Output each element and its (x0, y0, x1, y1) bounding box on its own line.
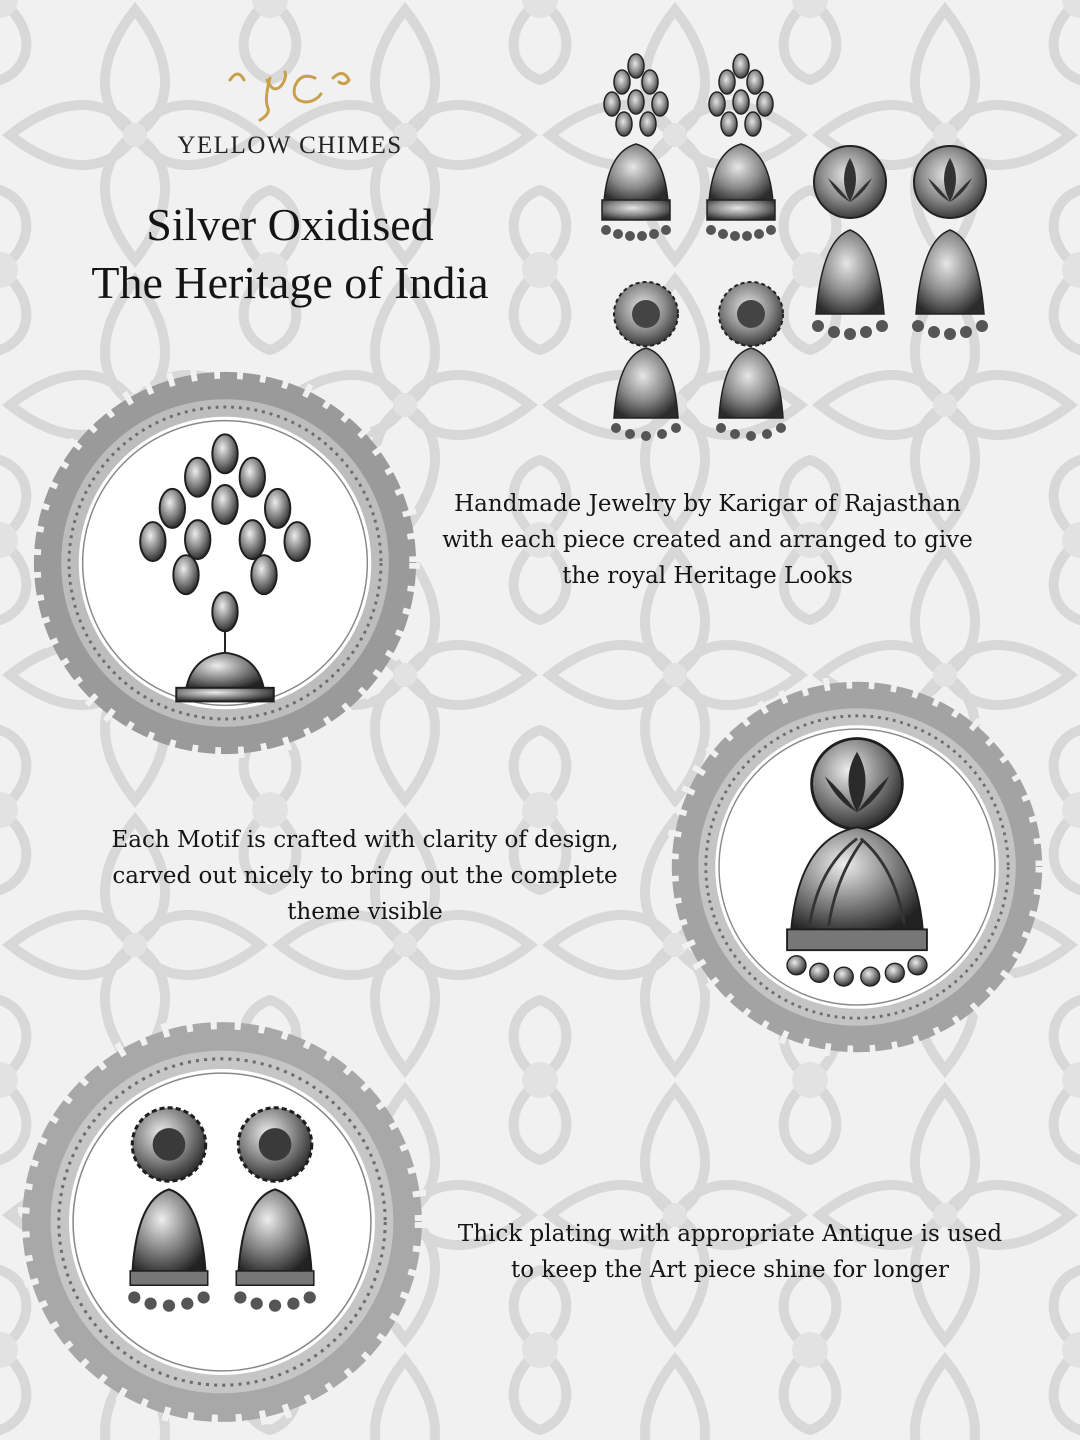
feature-line: the royal Heritage Looks (562, 563, 853, 589)
brand-name: YELLOW CHIMES (177, 132, 403, 159)
earring-collage-image (578, 52, 1023, 444)
feature-text-motif (80, 822, 650, 930)
lotus-jhumka-pair-icon (812, 146, 988, 340)
feature-line: Handmade Jewelry by Karigar of Rajasthan (454, 491, 961, 517)
feature-line: theme visible (287, 899, 443, 925)
brand-logo (160, 58, 420, 160)
feature-line: carved out nicely to bring out the complete (112, 863, 618, 889)
scalloped-frame-icon (22, 1022, 422, 1422)
yc-monogram-logo-icon (215, 58, 365, 128)
feature-line: Each Motif is crafted with clarity of design, (111, 827, 619, 853)
feature-text-handmade (420, 486, 995, 594)
sun-earring-medallion (18, 1018, 426, 1426)
feature-line: with each piece created and arranged to give (442, 527, 973, 553)
headline-line-1: Silver Oxidised (146, 199, 434, 250)
feature-line: Thick plating with appropriate Antique is used (457, 1221, 1003, 1247)
tree-earring-medallion (30, 368, 420, 758)
sun-jhumka-pair-icon (611, 282, 786, 441)
feature-line: to keep the Art piece shine for longer (511, 1257, 949, 1283)
tree-jhumka-pair-icon (601, 54, 776, 241)
lotus-earring-medallion (668, 678, 1046, 1056)
headline (40, 196, 540, 312)
headline-line-2: The Heritage of India (91, 257, 489, 308)
feature-text-plating (430, 1216, 1030, 1288)
